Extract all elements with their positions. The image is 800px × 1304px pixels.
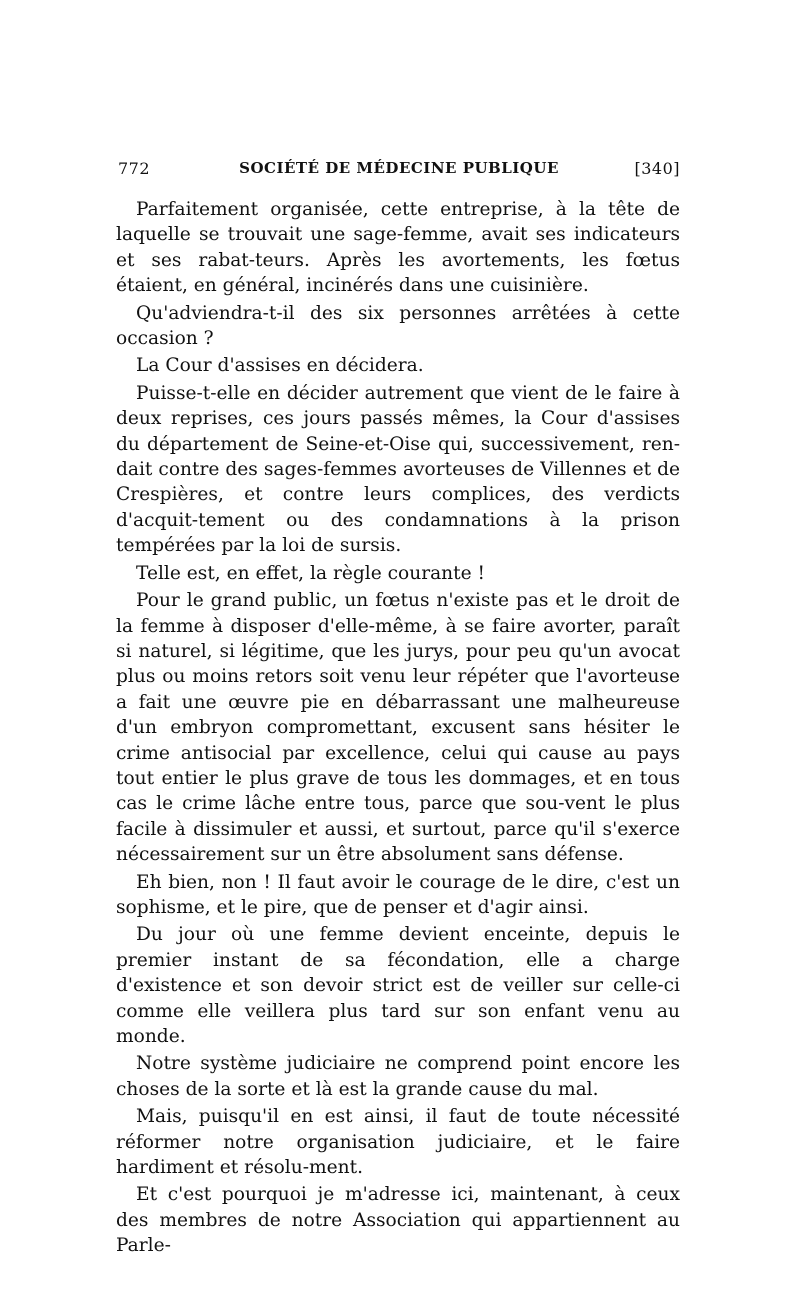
paragraph: Puisse-t-elle en décider autrement que vient de le faire à deux reprises, ces jours passés mêmes, la Cour d'assises du département de Seine-et-Oise qui, successivement, ren-dait contre des sages-femmes avorteuses de Villennes et de Crespières, et contre leurs complices, des verdicts d'acquit-tement ou des condamnations à la prison tempérées par la loi de sursis. xyxy=(116,382,680,557)
running-title: SOCIÉTÉ DE MÉDECINE PUBLIQUE xyxy=(239,159,559,177)
paragraph: Parfaitement organisée, cette entreprise, à la tête de laquelle se trouvait une sage-femme, avait ses indicateurs et ses rabat-teurs. Après les avortements, les fœtus étaient, en général, incinérés dans une cuisinière. xyxy=(116,199,680,297)
paragraph: Mais, puisqu'il en est ainsi, il faut de toute nécessité réformer notre organisation judiciaire, et le faire hardiment et résolu-ment. xyxy=(116,1106,680,1179)
paragraph: La Cour d'assises en décidera. xyxy=(136,355,424,377)
paragraph: Et c'est pourquoi je m'adresse ici, maintenant, à ceux des membres de notre Association qui appartiennent au Parle- xyxy=(116,1184,680,1257)
text-body xyxy=(116,197,680,1261)
paragraph: Pour le grand public, un fœtus n'existe pas et le droit de la femme à disposer d'elle-même, à se faire avorter, paraît si naturel, si légitime, que les jurys, pour peu qu'un avocat plus ou moins retors soit venu leur répéter que l'avorteuse a fait une œuvre pie en débarrassant une malheureuse d'un embryon compromettant, excusent sans hésiter le crime antisocial par excellence, celui qui cause au pays tout entier le plus grave de tous les dommages, et en tous cas le crime lâche entre tous, parce que sou-vent le plus facile à dissimuler et aussi, et surtout, parce qu'il s'exerce nécessairement sur un être absolument sans défense. xyxy=(116,590,680,866)
paragraph: Telle est, en effet, la règle courante ! xyxy=(136,562,485,584)
paragraph: Qu'adviendra-t-il des six personnes arrêtées à cette occasion ? xyxy=(116,302,680,350)
running-header xyxy=(118,159,680,183)
paragraph: Du jour où une femme devient enceinte, depuis le premier instant de sa fécondation, elle a charge d'existence et son devoir strict est de veiller sur celle-ci comme elle veillera plus tard sur son enfant venu au monde. xyxy=(116,924,680,1047)
bracket-page-number: [340] xyxy=(634,159,680,178)
paragraph: Eh bien, non ! Il faut avoir le courage de le dire, c'est un sophisme, et le pire, que de penser et d'agir ainsi. xyxy=(116,871,680,918)
paragraph: Notre système judiciaire ne comprend point encore les choses de la sorte et là est la grande cause du mal. xyxy=(116,1053,680,1100)
page-number: 772 xyxy=(118,159,151,178)
